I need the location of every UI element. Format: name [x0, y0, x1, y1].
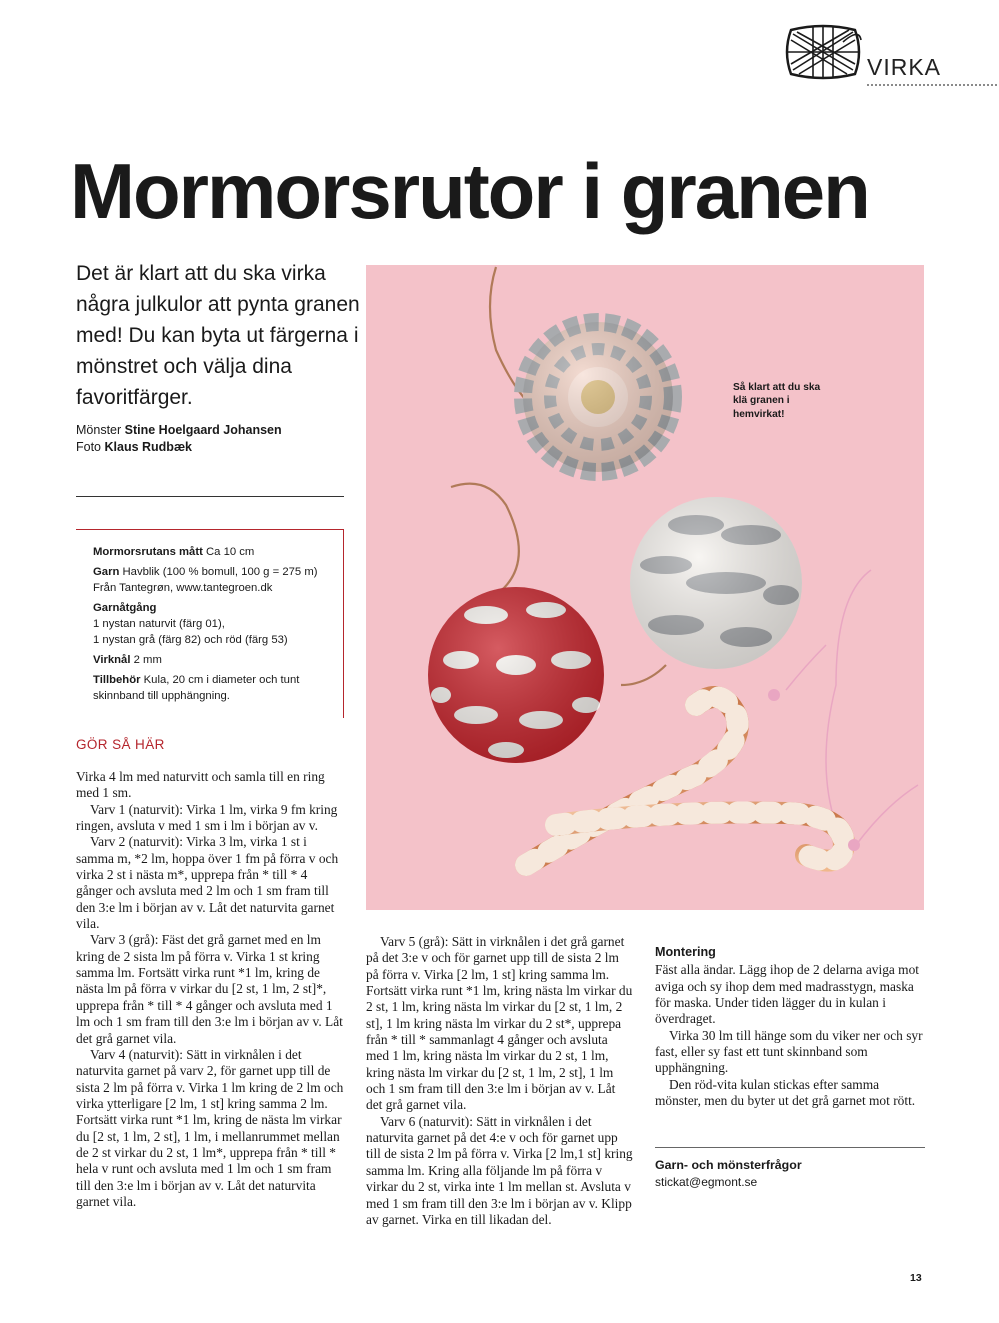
assembly-paragraph-2: Virka 30 lm till hänge som du viker ner och syr fast, eller sy fast ett tunt skinnband som upphängning.: [655, 1027, 923, 1076]
ornaments-photo: [366, 265, 924, 910]
instruction-round-1: Varv 1 (naturvit): Virka 1 lm, virka 9 fm kring ringen, avsluta v med 1 sm i lm i början av v.: [76, 801, 338, 834]
instructions-column-1: [76, 769, 346, 1210]
accessories-value: Kula, 20 cm i diameter och tunt skinnband till upphängning.: [93, 674, 300, 702]
instruction-round-5: Varv 5 (grå): Sätt in virknålen i det grå garnet på det 3:e v och för garnet upp till de sista 2 lm på förra v. Virka [2 lm, 1 st] kring samma lm. Fortsätt virka runt *1 lm, kring nästa lm virkar du 2 st, 1 lm, kring nästa lm virkar du [2 st, 1 lm, 2 st], 1 lm kring nästa lm virkar du 2 st*, upprepa från * till * sammanlagt 4 gånger och avsluta med 1 lm, kring nästa lm virkar du 2 st, 1 lm, kring nästa lm virkar du [2 st, 1 lm, 2 st], 1 lm och 1 sm fram till den 3:e lm i början av v. Låt det grå garnet vila.: [366, 934, 633, 1113]
photo-label: Foto: [76, 440, 102, 454]
instruction-round-2: Varv 2 (naturvit): Virka 3 lm, virka 1 st i samma m, *2 lm, hoppa över 1 fm på förra v och virka 2 st i nästa m*, upprepa från * till * 4 gånger och avsluta med 2 lm och 1 sm fram till den 3:e lm i början av v. Låt det naturvita garnet vila.: [76, 834, 339, 932]
accessories-label: Tillbehör: [93, 674, 141, 686]
size-value: Ca 10 cm: [206, 546, 255, 558]
yarn-ball-icon: [783, 22, 863, 82]
pattern-name: Stine Hoelgaard Johansen: [124, 423, 282, 437]
ornaments-illustration: [366, 265, 924, 910]
yarn-value: Havblik (100 % bomull, 100 g = 275 m) Från Tantegrøn, www.tantegroen.dk: [93, 566, 318, 594]
section-label: VIRKA: [867, 54, 942, 80]
page-number: 13: [910, 1272, 922, 1284]
instruction-round-4: Varv 4 (naturvit): Sätt in virknålen i det naturvita garnet på varv 2, för garnet upp till de sista 2 lm på förra v. Virka 1 lm kring de 2 lm och virka ytterligare [2 lm, 1 st] kring samma 2 lm. Fortsätt virka runt *1 lm, kring de nästa lm virkar du [2 st, 1 lm, 2 st], 1 lm, i mellanrummet mellan de 2 st virkar du 2 st, 1 lm*, upprepa från * till * hela v runt och avsluta med 1 lm och 1 sm fram till den 3:e lm i början av v. Låt det naturvita garnet vila.: [76, 1046, 344, 1209]
assembly-heading: Montering: [655, 945, 716, 959]
instruction-round-6: Varv 6 (naturvit): Sätt in virknålen i det naturvita garnet på det 4:e v och för garnet upp till de sista 2 lm på förra v. Virka [2 lm,1 st] kring samma lm. Kring alla följande lm på förra v virkar du 2 st, virka inte 1 lm mellan st. Avsluta v med 1 sm fram till den 3:e lm i början av v. Klipp av garnet. Virka en till likadan del.: [366, 1113, 633, 1227]
assembly-paragraph-3: Den röd-vita kulan stickas efter samma mönster, men du byter ut det grå garnet mot rött.: [655, 1076, 916, 1109]
ornament-red-white: [428, 587, 604, 763]
pattern-label: Mönster: [76, 423, 122, 437]
instructions-column-3: [655, 934, 923, 1191]
lead-paragraph: Det är klart att du ska virka några julkulor att pynta granen med! Du kan byta ut färgerna i mönstret och välja dina favoritfärger.: [76, 262, 360, 409]
materials-box: [76, 529, 344, 718]
ornament-white-gray: [630, 497, 802, 669]
contact-heading: Garn- och mönsterfrågor: [655, 1158, 802, 1173]
hook-value: 2 mm: [133, 654, 162, 666]
page-title: Mormorsrutor i granen: [70, 147, 869, 235]
divider: [76, 496, 344, 497]
yarn-label: Garn: [93, 566, 120, 578]
credits: [76, 422, 356, 456]
section-rule: [867, 84, 997, 86]
photo-name: Klaus Rudbæk: [104, 440, 193, 454]
section-badge: [783, 22, 999, 92]
instruction-round-3: Varv 3 (grå): Fäst det grå garnet med en lm kring de 2 sista lm på förra v. Virka 1 st kring samma lm. Fortsätt virka runt *1 lm, kring de nästa lm på förra v virkar du [2 st, 1 lm, 2 st]*, upprepa från * till * 4 gånger och avsluta med 1 lm och 1 sm fram till den 3:e lm i början av v. Låt det grå garnet vila.: [76, 932, 343, 1046]
instruction-intro: Virka 4 lm med naturvitt och samla till en ring med 1 sm.: [76, 769, 325, 801]
assembly-paragraph-1: Fäst alla ändar. Lägg ihop de 2 delarna aviga mot aviga och sy ihop dem med madrasstygn, maska för maska. Under tiden lägger du in kulan i överdraget.: [655, 962, 920, 1027]
consumption-line-2: 1 nystan grå (färg 82) och röd (färg 53): [93, 634, 288, 646]
size-label: Mormorsrutans mått: [93, 546, 203, 558]
photo-caption: Så klart att du ska klä granen i hemvirkat!: [733, 382, 821, 420]
ornament-pink-gray: [523, 322, 673, 472]
instructions-heading: GÖR SÅ HÄR: [76, 737, 165, 752]
consumption-label: Garnåtgång: [93, 602, 157, 614]
contact-email[interactable]: stickat@egmont.se: [655, 1175, 758, 1190]
hook-label: Virknål: [93, 654, 131, 666]
instructions-column-2: [366, 934, 634, 1228]
consumption-line-1: 1 nystan naturvit (färg 01),: [93, 618, 225, 630]
contact-divider: [655, 1147, 925, 1148]
